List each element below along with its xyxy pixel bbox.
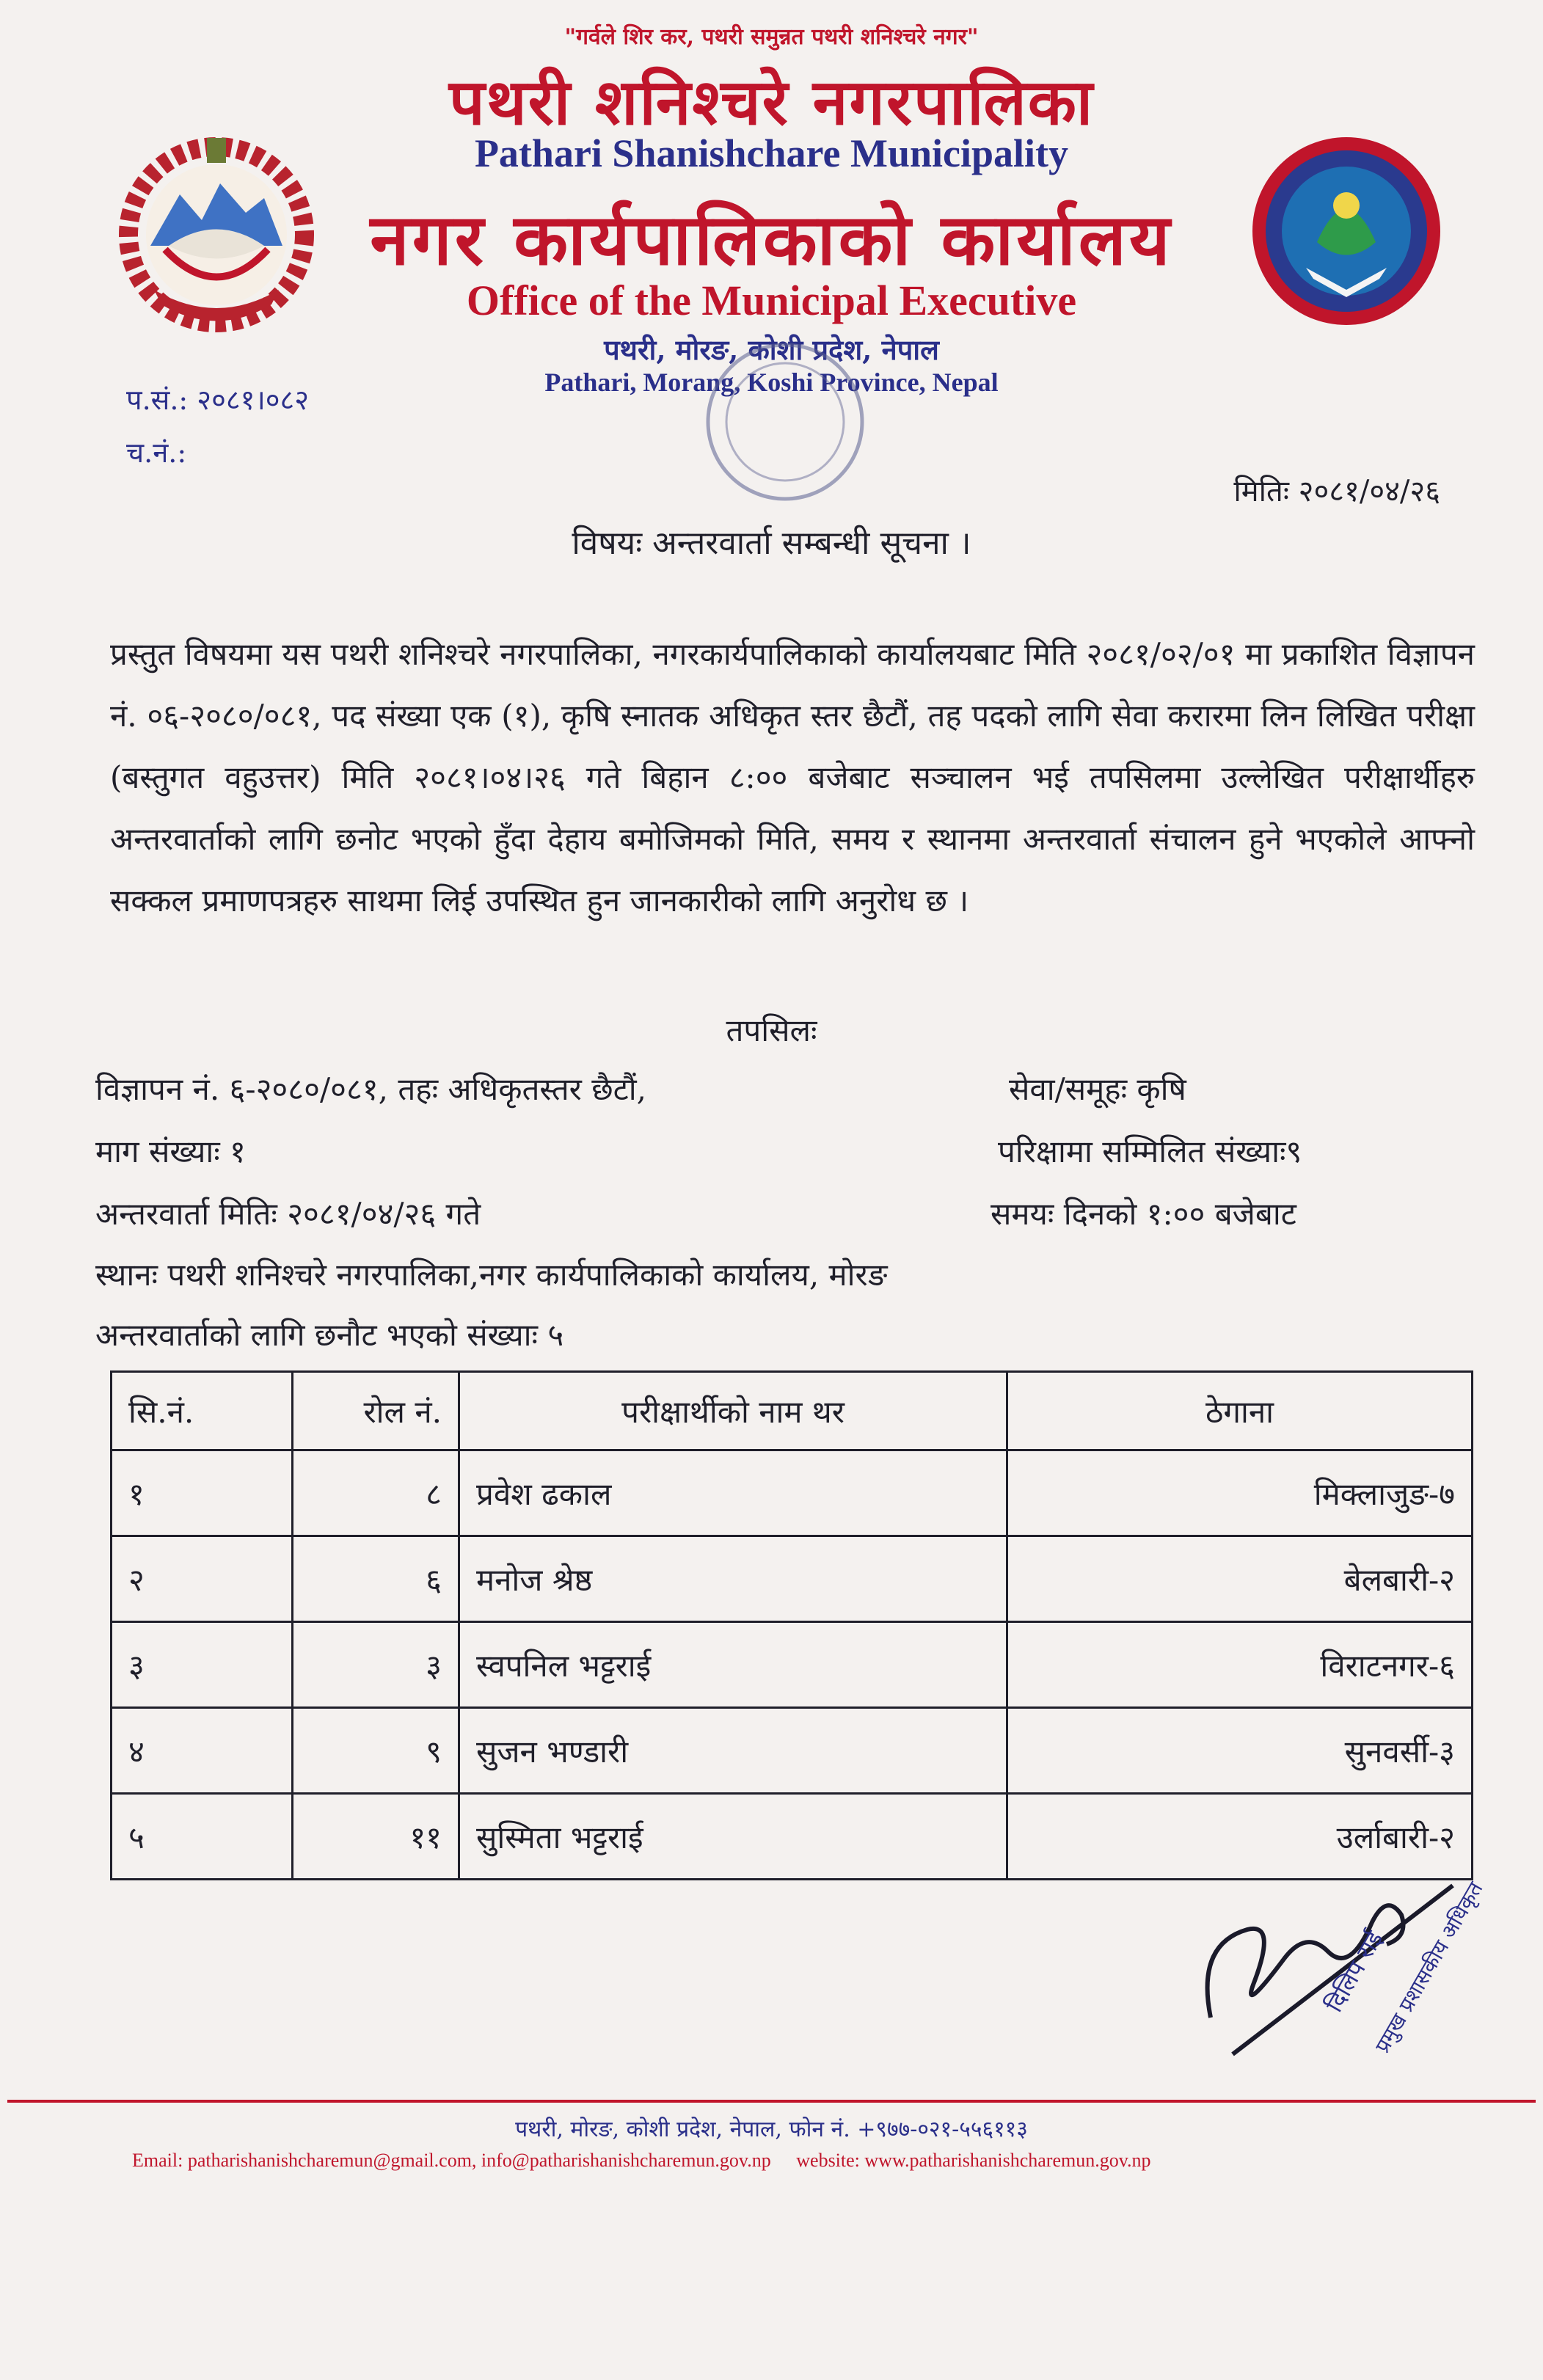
- selected-count: अन्तरवार्ताको लागि छनौट भएको संख्याः ५: [95, 1317, 564, 1353]
- exam-participant-count: परिक्षामा सम्मिलित संख्याः९: [998, 1134, 1302, 1169]
- column-header-roll: रोल नं.: [293, 1372, 459, 1450]
- roll-cell: ९: [293, 1708, 459, 1794]
- dispatch-number: च.नं.:: [126, 437, 187, 469]
- address-cell: सुनवर्सी-३: [1007, 1708, 1473, 1794]
- office-name-english: Office of the Municipal Executive: [466, 277, 1077, 324]
- footer-website: website: www.patharishanishcharemun.gov.np: [796, 2150, 1151, 2171]
- municipality-name-english: Pathari Shanishchare Municipality: [474, 131, 1069, 175]
- roll-cell: ३: [293, 1622, 459, 1708]
- name-cell: प्रवेश ढकाल: [459, 1450, 1007, 1536]
- column-header-address: ठेगाना: [1007, 1372, 1473, 1450]
- name-cell: स्वपनिल भट्टराई: [459, 1622, 1007, 1708]
- letter-reference-number: प.सं.: २०८१।०८२: [126, 384, 310, 416]
- column-header-name: परीक्षार्थीको नाम थर: [459, 1372, 1007, 1450]
- table-row: [112, 1708, 1473, 1794]
- name-cell: सुजन भण्डारी: [459, 1708, 1007, 1794]
- advertisement-number: विज्ञापन नं. ६-२०८०/०८१, तहः अधिकृतस्तर छैटौं,: [95, 1071, 647, 1107]
- table-row: [112, 1450, 1473, 1536]
- motto: "गर्वले शिर कर, पथरी समुन्नत पथरी शनिश्चरे नगर": [564, 24, 979, 50]
- serial-cell: ५: [112, 1794, 293, 1880]
- name-cell: मनोज श्रेष्ठ: [459, 1536, 1007, 1622]
- address-cell: उर्लाबारी-२: [1007, 1794, 1473, 1880]
- table-row: [112, 1622, 1473, 1708]
- name-cell: सुस्मिता भट्टराई: [459, 1794, 1007, 1880]
- address-nepali: पथरी, मोरङ, कोशी प्रदेश, नेपाल: [604, 333, 939, 366]
- serial-cell: ४: [112, 1708, 293, 1794]
- roll-cell: ११: [293, 1794, 459, 1880]
- notice-body: प्रस्तुत विषयमा यस पथरी शनिश्चरे नगरपालिका, नगरकार्यपालिकाको कार्यालयबाट मिति २०८१/०२/०१ मा प्रकाशित विज्ञापन नं. ०६-२०८०/०८१, पद संख्या एक (१), कृषि स्नातक अधिकृत स्तर छैटौं, तह पदको लागि सेवा करारमा लिन लिखित परीक्षा (बस्तुगत वहुउत्तर) मिति २०८१।०४।२६ गते बिहान ८:०० बजेबाट सञ्चालन भई तपसिलमा उल्लेखित परीक्षार्थीहरु अन्तरवार्ताको लागि छनोट भएको हुँदा देहाय बमोजिमको मिति, समय र स्थानमा अन्तरवार्ता संचालन हुने भएकोले आफ्नो सक्कल प्रमाणपत्रहरु साथमा लिई उपस्थित हुन जानकारीको लागि अनुरोध छ ।: [110, 636, 1475, 919]
- letter-date: मितिः २०८१/०४/२६: [1233, 475, 1440, 508]
- footer-contact: [132, 2150, 1453, 2172]
- details-heading: तपसिलः: [726, 1012, 817, 1048]
- address-cell: बेलबारी-२: [1007, 1536, 1473, 1622]
- interview-venue: स्थानः पथरी शनिश्चरे नगरपालिका,नगर कार्यपालिकाको कार्यालय, मोरङ: [95, 1257, 888, 1293]
- column-header-serial: सि.नं.: [112, 1372, 293, 1450]
- roll-cell: ८: [293, 1450, 459, 1536]
- address-cell: मिक्लाजुङ-७: [1007, 1450, 1473, 1536]
- selected-candidates-table: [110, 1370, 1473, 1880]
- address-english: Pathari, Morang, Koshi Province, Nepal: [544, 368, 999, 397]
- footer-address-phone: पथरी, मोरङ, कोशी प्रदेश, नेपाल, फोन नं. +९७७-०२१-५५६११३: [515, 2117, 1028, 2142]
- table-header-row: [112, 1372, 1473, 1450]
- demand-count: माग संख्याः १: [95, 1134, 246, 1169]
- roll-cell: ६: [293, 1536, 459, 1622]
- service-group: सेवा/समूहः कृषि: [1009, 1071, 1186, 1107]
- table-row: [112, 1536, 1473, 1622]
- interview-time: समयः दिनको १:०० बजेबाट: [991, 1196, 1296, 1232]
- signatory-name: दिलिप राई: [1320, 1926, 1389, 2017]
- office-stamp-icon: [664, 334, 899, 510]
- signature-icon: [1167, 1834, 1488, 2098]
- footer-email: Email: patharishanishcharemun@gmail.com, info@patharishanishcharemun.gov.np: [132, 2150, 771, 2171]
- interview-date: अन्तरवार्ता मितिः २०८१/०४/२६ गते: [95, 1196, 481, 1232]
- subject-line: विषयः अन्तरवार्ता सम्बन्धी सूचना ।: [572, 525, 971, 562]
- address-cell: विराटनगर-६: [1007, 1622, 1473, 1708]
- serial-cell: २: [112, 1536, 293, 1622]
- signatory-designation: प्रमुख प्रशासकीय अधिकृत: [1370, 1877, 1488, 2057]
- serial-cell: १: [112, 1450, 293, 1536]
- footer-divider: [7, 2100, 1536, 2103]
- municipality-name-nepali: पथरी शनिश्चरे नगरपालिका: [448, 65, 1095, 139]
- office-name-nepali: नगर कार्यपालिकाको कार्यालय: [370, 198, 1173, 281]
- serial-cell: ३: [112, 1622, 293, 1708]
